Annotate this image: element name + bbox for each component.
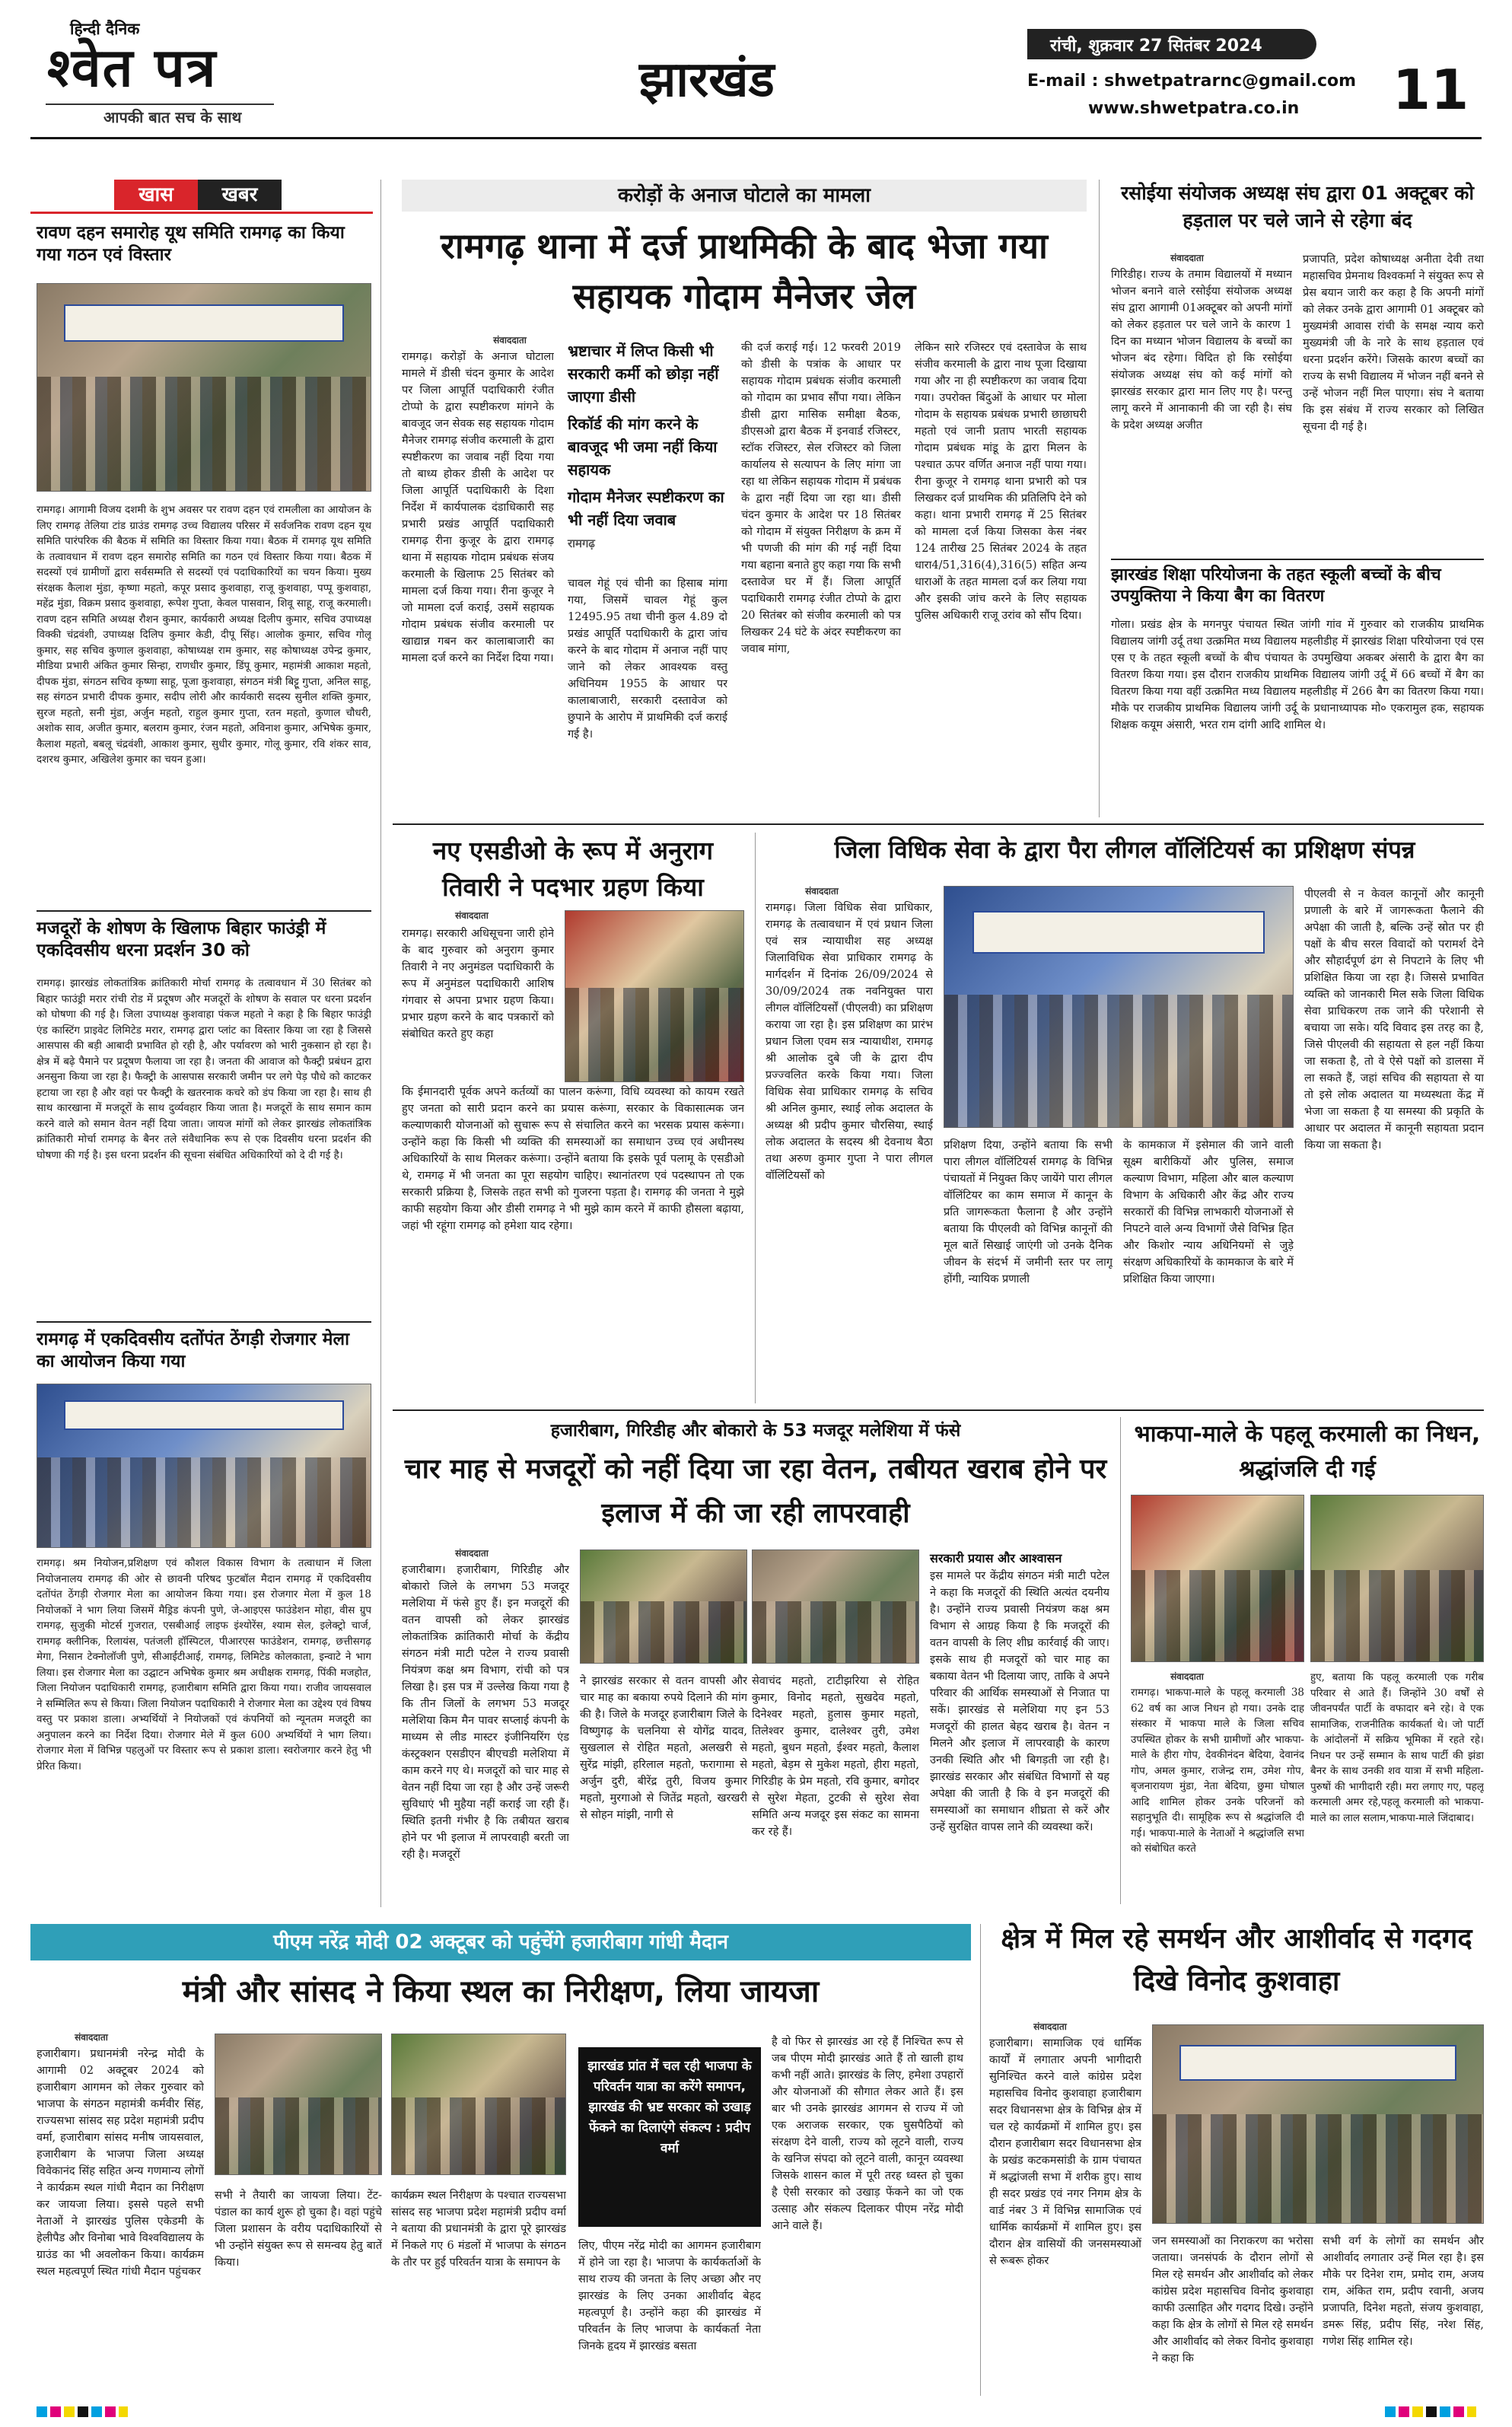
rule — [37, 1321, 371, 1323]
page-number: 11 — [1393, 58, 1469, 122]
inspect-photo-2 — [391, 2034, 566, 2175]
lead-kicker: करोड़ों के अनाज घोटाले का मामला — [402, 180, 1087, 212]
lead-bullets-box — [568, 339, 727, 562]
cpi-photo-1 — [1131, 1495, 1304, 1662]
newspaper-name: श्वेत पत्र — [47, 37, 218, 99]
email-label: E-mail : — [1027, 72, 1099, 91]
labour-col4-sub: सरकारी प्रयास और आश्वासन — [930, 1551, 1062, 1565]
vinod-headline: क्षेत्र में मिल रहे समर्थन और आशीर्वाद से गदगद दिखे विनोद कुशवाहा — [1001, 1923, 1472, 1997]
inspect-photo-1 — [215, 2034, 382, 2175]
legal-col3: के कामकाज में इसेमाल की जाने वाली सूक्ष्म बारीकियों और पुलिस, समाज कल्याण विभाग, महिला और बाल कल्याण विभाग के अधिकारी और केंद्र और राज्य सरकारों की विभिन्न लाभकारी योजनाओं से निपटने वाले अन्य विभागों जैसे विभिन्न हित और किशोर न्याय अधिनियमों से जुड़े संरक्षण अधिकारियों के कामकाज के बारे में प्रशिक्षित किया जाएगा। — [1123, 1139, 1294, 1285]
labour-col4: इस मामले पर केंद्रीय संगठन मंत्री माटी पटेल ने कहा कि मजदूरों की स्थिति अत्यंत दयनीय है। उन्होंने राज्य प्रवासी नियंत्रण कक्ष श्रम विभाग से आग्रह किया है कि मजदूरों की वतन वापसी के लिए शीघ्र कार्रवाई की जाए। इसके साथ ही मजदूरों को चार माह का बकाया वेतन भी दिलाया जाए, ताकि वे अपने परिवार की आर्थिक समस्याओं से निजात पा सकें। झारखंड से मलेशिया गए इन 53 मजदूरों की हालत बेहद खराब है। वेतन न मिलने और इलाज में लापरवाही के कारण उनकी स्थिति और भी बिगड़ती जा रही है। झारखंड सरकार और संबंधित विभागों से यह अपेक्षा की जाती है कि वे इन मजदूरों की समस्याओं का समाधान शीघ्रता से करें और उन्हें सुरक्षित वापस लाने की व्यवस्था करें। — [930, 1570, 1109, 1833]
rule — [37, 910, 371, 912]
legal-col1: रामगढ़। जिला विधिक सेवा प्राधिकार, रामगढ़ के तत्वावधान में एवं प्रधान जिला एवं सत्र न्यायाधीश सह अध्यक्ष जिलाविधिक सेवा प्राधिकार रामगढ़ के मार्गदर्शन में दिनांक 26/09/2024 से 30/09/2024 तक नवनियुक्त पारा लीगल वॉलिंटियर्सों (पीएलवी) का प्रशिक्षण कराया जा रहा है। इस प्रशिक्षण का प्रारंभ प्रधान जिला एवम सत्र न्यायाधीश, रामगढ़ श्री आलोक दुबे जी के द्वारा दीप प्रज्ज्वलित करके किया गया। जिला विधिक सेवा प्राधिकार रामगढ़ के सचिव श्री अनिल कुमार, स्थाई लोक अदालत के अध्यक्ष श्री प्रदीप कुमार चौरसिया, स्थाई लोक अदालत के सदस्य श्री देवनाथ बैठा तथा अरुण कुमार गुप्ता ने पारा लीगल वॉलिंटियर्सों को — [766, 902, 933, 1182]
story1-photo — [37, 283, 371, 492]
labour-dateline: संवाददाता — [455, 1548, 489, 1559]
column-divider — [1120, 1417, 1121, 1904]
labour-col3: सेवाचंद महतो, टाटीझरिया से रोहित कुमार, विनोद महतो, सुखदेव महतो, दिनेश्वर महतो, हुलास कुमार महतो, तिलेश्वर कुमार, दालेश्वर तुरी, उमेश महतो, बुधन महतो, ईश्वर महतो, कैलाश महतो, बेड़म से मुकेश महतो, हीरा महतो, गिरिडीह के प्रेम महतो, रवि कुमार, बगोदर से सुरेश मेहता, टुटकी से सुरेश सेवा समिति अन्य मजदूर इस संकट का सामना कर रहे हैं। — [752, 1675, 919, 1838]
lead-dateline: संवाददाता — [493, 335, 527, 346]
vinod-photo — [1152, 2024, 1484, 2224]
story3-headline: रामगढ़ में एकदिवसीय दतोंपंत ठेंगड़ी रोजगार मेला का आयोजन किया गया — [37, 1330, 350, 1371]
pm-banner: पीएम नरेंद्र मोदी 02 अक्टूबर को पहुंचेंगे हजारीबाग गांधी मैदान — [30, 1924, 971, 1960]
labour-col2: ने झारखंड सरकार से वतन वापसी और चार माह का बकाया रुपये दिलाने की मांग की है। जिले के मजदूर हजारीबाग जिले के विष्णुगढ़ के चलनिया से योगेंद्र यादव, सुखलाल से रोहित महतो, अलखरी से सुरेंद्र मांझी, हरिलाल महतो, फरागामा से अर्जुन दुरी, बीरेंद्र तुरी, विजय कुमार महतो, मुरगाओ से जितेंद्र महतो, खरखरी से सोहन मांझी, नागी से — [580, 1675, 747, 1821]
date-text: रांची, शुक्रवार 27 सितंबर 2024 — [1050, 37, 1262, 56]
masthead — [0, 0, 1512, 131]
right2-headline: झारखंड शिक्षा परियोजना के तहत स्कूली बच्चों के बीच उपयुक्तिया ने किया बैग का वितरण — [1111, 565, 1441, 606]
column-divider — [755, 833, 756, 1403]
inspect-quote: झारखंड प्रांत में चल रही भाजपा के परिवर्तन यात्रा का करेंगे समापन, झारखंड की भ्रष्ट सरकार को उखाड़ फेंकने का दिलाएंगे संकल्प : प्रदीप वर्मा — [578, 2047, 761, 2227]
registration-marks — [1385, 2406, 1476, 2417]
labour-photo-2 — [752, 1550, 919, 1664]
lead-headline: रामगढ़ थाना में दर्ज प्राथमिकी के बाद भेजा गया सहायक गोदाम मैनेजर जेल — [441, 225, 1048, 317]
sdo-headline: नए एसडीओ के रूप में अनुराग तिवारी ने पदभार ग्रहण किया — [432, 836, 714, 902]
registration-marks-left — [37, 2406, 128, 2417]
email-address[interactable]: shwetpatrarnc@gmail.com — [1104, 72, 1357, 91]
labour-kicker: हजारीबाग, गिरिडीह और बोकारो के 53 मजदूर मलेशिया में फंसे — [550, 1421, 961, 1441]
sdo-dateline: संवाददाता — [455, 910, 489, 921]
tagline: आपकी बात सच के साथ — [103, 108, 242, 126]
vinod-col1: हजारीबाग। सामाजिक एवं धार्मिक कार्यों में लगातार अपनी भागीदारी सुनिश्चित करने वाले कांग्रेस प्रदेश महासचिव विनोद कुशवाहा हजारीबाग सदर विधानसभा क्षेत्र के विभिन्न क्षेत्र में चल रहे कार्यक्रमों में शामिल हुए। इस दौरान हजारीबाग सदर विधानसभा क्षेत्र के प्रखंड कटकमसांडी के ग्राम पंचायत में श्रद्धांजली सभा में शरीक हुए। साथ ही सदर प्रखंड एवं नगर निगम क्षेत्र के वार्ड नंबर 3 में विभिन्न सामाजिक एवं धार्मिक कार्यक्रमों में शामिल हुए। इस दौरान क्षेत्र वासियों की जनसमस्याओं से रूबरू होकर — [989, 2037, 1141, 2267]
column-divider — [1099, 180, 1100, 817]
column-divider — [980, 1924, 981, 2396]
right1-col1: गिरिडीह। राज्य के तमाम विद्यालयों में मध्यान भोजन बनाने वाले रसोईया संयोजक अध्यक्ष संघ द्वारा आगामी 01अक्टूबर को अपनी मांगों को लेकर हड़ताल पर चले जाने के कारण 1 दिन का मध्यान भोजन विद्यालय के बच्चों का भोजन बंद रहेगा। विदित हो कि रसोईया संयोजक अध्यक्ष संघ को कई मांगों को झारखंड सरकार द्वारा मान लिए गए है। परन्तु लागू करने में आनाकानी की जा रही है। संघ के प्रदेश अध्यक्ष अजीत — [1111, 269, 1292, 432]
lead-bullet-place: रामगढ़ — [568, 537, 595, 550]
lead-col3: की दर्ज कराई गई। 12 फरवरी 2019 को डीसी के पत्रांक के आधार पर सहायक गोदाम प्रबंधक संजीव करमाली को गोदाम का प्रभाव सौंपा गया। लेकिन डीसी द्वारा मासिक समीक्षा बैठक, डीएसओ द्वारा बैठक में इनवार्ड रजिस्टर, स्टॉक रजिस्टर, सेल रजिस्टर को जिला कार्यालय से सत्यापन के लिए मांगा जा रहा था लेकिन सहायक गोदाम में प्रबंधक के द्वारा नहीं दिया जा रहा था। डीसी चंदन कुमार के आदेश पर 18 सितंबर को गोदाम में संयुक्त निरीक्षण के क्रम में भी पणजी की मांग की गई नहीं दिया गया बहाना बनाते हुए कहा गया कि सभी दस्तावेज घर में हैं। जिला आपूर्ति पदाधिकारी रामगढ़ रंजीत टोप्पो के द्वारा 20 सितंबर को संजीव करमाली को पत्र लिखकर 24 घंटे के अंदर स्पष्टीकरण का जवाब मांगा, — [741, 342, 901, 655]
lead-bullet-3: गोदाम मैनेजर स्पष्टीकरण का भी नहीं दिया जवाब — [568, 488, 724, 529]
vinod-col2: जन समस्याओं का निराकरण का भरोसा जताया। जनसंपर्क के दौरान लोगों से मिल रहे समर्थन और आशीर्वाद को लेकर कांग्रेस प्रदेश महासचिव विनोद कुशवाहा काफी उत्साहित और गदगद दिखे। उन्होंने कहा कि क्षेत्र के लोगों से मिल रहे समर्थन और आशीर्वाद को लेकर विनोद कुशवाहा ने कहा कि — [1152, 2235, 1313, 2365]
rule — [393, 823, 1484, 825]
cpi-col2: हुए, बताया कि पहलू करमाली एक गरीब परिवार से आते हैं। जिन्होंने 30 वर्षों से जीवनपर्यंत पार्टी के वफादार बने रहे। वे एक सामाजिक, राजनीतिक कार्यकर्ता थे। जो पार्टी के आंदोलनों में सक्रिय भूमिका में रहते रहे। निधन पर उन्हें सम्मान के साथ पार्टी की झंडा बैनर के साथ उनकी शव यात्रा में सभी महिला-पुरुषों की भागीदारी रही। मरा लगाए गए, पहलू करमाली अमर रहे,पहलू करमाली को भाकपा-माले का लाल सलाम,भाकपा-माले जिंदाबाद। — [1310, 1671, 1484, 1824]
legal-col4: पीएलवी से न केवल कानूनों और कानूनी प्रणाली के बारे में जागरूकता फैलाने की अपेक्षा की जाती है, बल्कि उन्हें स्रोत पर ही पक्षों के बीच सरल विवादों को परामर्श देने और सौहार्दपूर्ण ढंग से निपटाने के लिए भी प्रशिक्षित किया जा रहा है। जिससे प्रभावित व्यक्ति को जानकारी मिल सके जिला विधिक सेवा प्राधिकरण तक जाने की परेशानी से बचाया जा सके। यदि विवाद इस तरह का है, जिसे पीएलवी की सहायता से हल नहीं किया जा सकता है, तो वे ऐसे पक्षों को डालसा में ला सकते हैं, जहां सचिव की सहायता से या तो इसे लोक अदालत या मध्यस्थता केंद्र में भेजा जा सकता है या समस्या की प्रकृति के आधार पर अदालत में कानूनी सहायता प्रदान किया जा सकता है। — [1304, 888, 1484, 1151]
labour-photo-1 — [580, 1550, 747, 1664]
khas-rule — [30, 212, 373, 214]
cpi-photo-2 — [1310, 1495, 1484, 1662]
story2-headline: मजदूरों के शोषण के खिलाफ बिहार फाउंड्री में एकदिवसीय धरना प्रदर्शन 30 को — [37, 919, 326, 960]
masthead-prefix: हिन्दी दैनिक — [70, 20, 140, 38]
story1-body: रामगढ़। आगामी विजय दशमी के शुभ अवसर पर रावण दहन एवं रामलीला का आयोजन के लिए रामगढ़ तेलिया टांड ग्राउंड रामगढ़ उच्च विद्यालय परिसर में सर्वजनिक रावण दहन यूथ समिति पारंपरिक की बैठक में समिति का विस्तार किया गया। बैठक में रामगढ़ यूथ समिति के तत्वावधान में रावण दहन समारोह समिति का गठन एवं विस्तार किया गया। बैठक में सदस्यों एवं ग्रामीणों द्वारा सर्वसम्मति से सदस्यों एवं पदाधिकारियों का चयन किया। मुख्य संरक्षक कैलाश मुंडा, कृष्णा महतो, कपूर प्रसाद कुशवाहा, राजू कुशवाहा, पप्पू कुशवाहा, महेंद्र मुंडा, विक्रम प्रसाद कुशवाहा, रूपेश गुप्ता, केवल पासवान, शिवू साहू, राजू करमाली। रावण दहन समिति अध्यक्ष रौशन कुमार, कार्यकारी अध्यक्ष दिलीप कुमार, सचिव उपाध्यक्ष विक्की चंद्रवंशी, उपाध्यक्ष दिलिप कुमार केडी, दीपू सिंह। आलोक कुमार, सचिव गोलू कुमार, सह सचिव कुणाल कुशवाहा, कोषाध्यक्ष राम कुमार, सह कोषाध्यक्ष उपेन्द्र कुमार, मीडिया प्रभारी अंकित कुमार सिन्हा, राणधीर कुमार, डिंपू कुमार, महामंत्री आकाश महतो, दीपक मुंडा, संगठन सचिव कृष्णा साहू, पूजा कुशवाहा, संगठन मंत्री बिट्टू गुप्ता, अनिल साहू, सह संगठन प्रभारी दीपक कुमार, सदीप लोरी और कार्यकारी सदस्य सुनील शक्ति कुमार, सुरज महतो, सनी मुंडा, अर्जुन महतो, राहुल कुमार गुप्ता, रतन महतो, कुणाल चौधरी, अशोक साव, अजीत कुमार, बलराम कुमार, रंजन महतो, अविनाश कुमार, अभिषेक कुमार, कैलाश महतो, बबलू चंद्रवंशी, आकाश कुमार, सुधीर कुमार, गोलू कुमार, रवि शंकर साव, दशरथ कुमार, अखिलेश कुमार का चयन हुआ। — [37, 504, 371, 766]
lead-col1: रामगढ़। करोड़ों के अनाज घोटाला मामले में डीसी चंदन कुमार के आदेश पर जिला आपूर्ति पदाधिकारी रंजीत टोप्पो के द्वारा स्पष्टीकरण मांगने के बावजूद जन सेवक सह सहायक गोदाम मैनेजर रामगढ़ संजीव करमाली के द्वारा स्पष्टीकरण का जवाब नहीं दिया गया तो बाध्य होकर डीसी के आदेश पर जिला आपूर्ति पदाधिकारी के दिशा निर्देश में कार्यपालक दंडाधिकारी सह प्रभारी प्रखंड आपूर्ति पदाधिकारी रामगढ़ रीना कुजूर के द्वारा रामगढ़ थाना में सहायक गोदाम प्रबंधक संजय करमाली के खिलाफ 25 सितंबर को मामला दर्ज किया गया। रीना कुजूर ने जो मामला दर्ज कराई, उसमें सहायक गोदाम प्रबंधक संजीव करमाली पर खाद्यान्न गबन कर कालाबाजारी का मामला दर्ज करने का निर्देश दिया गया। — [402, 351, 554, 664]
vinod-col3: सभी वर्ग के लोगों का समर्थन और आशीर्वाद लगातार उन्हें मिल रहा है। इस मौके पर दिनेश राम, प्रमोद राम, अजय राम, अंकित राम, प्रदीप रवानी, अजय प्रजापति, दिनेश महतो, संजय कुशवाहा, डमरू सिंह, प्रदीप सिंह, नरेश सिंह, गणेश सिंह शामिल रहे। — [1323, 2235, 1484, 2348]
vinod-dateline: संवाददाता — [1033, 2021, 1067, 2032]
inspect-col4: लिए, पीएम नरेंद्र मोदी का आगमन हजारीबाग में होने जा रहा है। भाजपा के कार्यकर्ताओं के साथ राज्य की जनता के लिए अच्छा और नए झारखंड के लिए उनका आशीर्वाद बेहद महत्वपूर्ण है। उन्होंने कहा की झारखंड में परिवर्तन के लिए भाजपा के कार्यकर्ता नेता जिनके हृदय में झारखंड बसता — [578, 2240, 761, 2352]
inspect-col5: है वो फिर से झारखंड आ रहे हैं निश्चित रूप से जब पीएम मोदी झारखंड आते हैं तो खाली हाथ कभी नहीं आते। झारखंड के लिए, हमेशा उपहारों और योजनाओं की सौगात लेकर आते हैं। इस बार भी उनके झारखंड आगमन से राज्य में जो एक अराजक सरकार, एक घुसपैठियों को संरक्षण देने वाली, राज्य को लूटने वाली, राज्य के खनिज संपदा को लूटने वाली, कानून व्यवस्था जिसके शासन काल में पूरी तरह ध्वस्त हो चुका है ऐसी सरकार को उखाड़ फेंकने का जो एक उत्साह और संकल्प दिलाकर पीएम नरेंद्र मोदी आने वाले हैं। — [772, 2036, 963, 2232]
email-line — [1027, 72, 1356, 91]
right1-col2: प्रजापति, प्रदेश कोषाध्यक्ष अनीता देवी तथा महासचिव प्रेमनाथ विश्वकर्मा ने संयुक्त रूप से प्रेस बयान जारी कर कहा है कि अपनी मांगों को लेकर उनके द्वारा आगामी 01 अक्टूबर को मुख्यमंत्री आवास रांची के समक्ष न्याय करो मुख्यमंत्री जी के नारे के साथ हड़ताल एवं धरना प्रदर्शन करेंगे। जिसके कारण बच्चों का राज्य के सभी विद्यालय में भोजन नहीं बनने से उन्हें भोजन नहीं मिल पाएगा। संघ ने बताया कि इस संबंध में राज्य सरकार को लिखित सूचना दी गई है। — [1303, 253, 1484, 433]
cpi-headline: भाकपा-माले के पहलू करमाली का निधन, श्रद्धांजलि दी गई — [1134, 1421, 1481, 1483]
inspect-col3: कार्यक्रम स्थल निरीक्षण के पश्चात राज्यसभा सांसद सह भाजपा प्रदेश महामंत्री प्रदीप वर्मा ने बताया की प्रधानमंत्री के द्वारा पूरे झारखंड में निकले गए 6 मंडलों में भाजपा के संगठन के तौर पर हुई परिवर्तन यात्रा के समापन के — [391, 2190, 566, 2269]
inspect-col2: सभी ने तैयारी का जायजा लिया। टेंट-पंडाल का कार्य शुरू हो चुका है। वहां पहुंचे जिला प्रशासन के वरीय पदाधिकारियों से भी उन्होंने संयुक्त रूप से समन्वय हेतु बातें किया। — [215, 2190, 382, 2269]
right2-body: गोला। प्रखंड क्षेत्र के मगनपुर पंचायत स्थित जांगी गांव में गुरुवार को राजकीय प्राथमिक विद्यालय जांगी उर्दू तथा उत्क्रमित मध्य विद्यालय महलीडीह में झारखंड शिक्षा परियोजना एवं एस एस ए के तहत स्कूली बच्चों के बीच पंचायत के उपमुखिया अकबर अंसारी के द्वारा बैग का वितरण किया गया। इस दौरान राजकीय प्राथमिक विद्यालय जांगी उर्दू में 66 बच्चों में बैग का वितरण किया गया वहीं उत्क्रमित मध्य विद्यालय महलीडीह में 266 बैग का वितरण किया गया। मौके पर राजकीय प्राथमिक विद्यालय जांगी उर्दू के प्रधानाध्यापक मो० एकरामुल हक, सहायक शिक्षक कयूम अंसारी, भरत राम दांगी आदि शामिल थे। — [1111, 619, 1484, 731]
cpi-dateline: संवाददाता — [1170, 1671, 1204, 1682]
lead-col2b: चावल गेहूं एवं चीनी का हिसाब मांगा गया, जिसमें चावल गेहूं कुल 12495.95 तथा चीनी कुल 4.89 दो प्रखंड आपूर्ति पदाधिकारी के द्वारा जांच करने के बाद गोदाम में अनाज नहीं पाए जाने को लेकर आवश्यक वस्तु अधिनियम 1955 के आधार पर कालाबाजारी, सरकारी दस्तावेज को छुपाने के आरोप में प्राथमिकी दर्ज कराई गई है। — [568, 578, 727, 741]
legal-dateline: संवाददाता — [805, 886, 839, 897]
legal-headline: जिला विधिक सेवा के द्वारा पैरा लीगल वॉलिंटियर्स का प्रशिक्षण संपन्न — [834, 836, 1415, 864]
story2-body: रामगढ़। झारखंड लोकतांत्रिक क्रांतिकारी मोर्चा रामगढ़ के तत्वावधान में 30 सितंबर को बिहार फाउंड्री मरार रांची रोड में प्रदूषण और मजदूरों के शोषण के सवाल पर धरना प्रदर्शन को घोषणा की गई है। जिला उपाध्यक्ष कुशवाहा पंकज महतो ने कहा है कि बिहार फाउंड्री एंड कास्टिंग प्राइवेट लिमिटेड मरार, रामगढ़ द्वारा प्लांट का विस्तार किया जा रहा है जिससे आसपास की बड़ी आबादी प्रभावित हो रही है, और पर्यावरण को भारी नुकसान हो रहा है। क्षेत्र में बढ़े पैमाने पर प्रदूषण फैलाया जा रहा है। जनता की आवाज को फैक्ट्री प्रबंधन द्वारा अनसुना किया जा रहा है। फैक्ट्री के आसपास सरकारी जमीन पर लगे पेड़ पौधे को काटकर हटाया जा रहा है और वहां पर फैक्ट्री के खतरनाक कचरे को डंप किया जा रहा है। साथ ही साथ कारखाना में मजदूरों के साथ दुर्व्यवहार किया जाता है। मजदूरों के साथ समान काम करने वाले को समान वेतन नहीं दिया जाता। जायज मांगों को लेकर झारखंड लोकतांत्रिक क्रांतिकारी मोर्चा रामगढ़ के बैनर तले संवैधानिक रूप से एक दिवसीय धरना प्रदर्शन की घोषणा की गई है। इस धरना प्रदर्शन की सूचना संबंधित अधिकारियों को दे दी गई है। — [37, 977, 371, 1161]
khas-word: खास — [114, 180, 198, 210]
story3-photo — [37, 1384, 371, 1548]
story3-body: रामगढ़। श्रम नियोजन,प्रशिक्षण एवं कौशल विकास विभाग के तत्वाधान में जिला नियोजनालय रामगढ़ की ओर से छावनी परिषद फुटबॉल मैदान रामगढ़ में एकदिवसीय दतोंपंत ठेंगड़ी रोजगार मेला का आयोजन किया गया। इस रोजगार मेला में कुल 18 नियोजकों ने भाग लिया जिसमें मैड्रिड कंपनी पुणे, जे-आइएस फाउंडेशन मोहा, वीस ग्रुप रामगढ़, सुजुकी मोटर्स गुजरात, एसबीआई लाइफ इंश्योरेंस, श्याम सेल, इलेक्ट्रो चार्ज, रामगढ़ क्लीनिक, रिलायंस, पतंजली हॉस्पिटल, पीआरएस फाउंडेशन, रामगढ़, छत्तीसगढ़ मेगा, निसान टेक्नोलॉजी पुणे, सीआईटीआई, रामगढ़, लिमिटेड कोलकाता, इन्वाटे ने भाग लिया। इस रोजगार मेला का उद्घाटन अभिषेक कुमार श्रम अधीक्षक रामगढ़, पिंकी मजहोत, जिला नियोजन पदाधिकारी रामगढ़, हजारीबाग समिति द्वारा किया गया। राजीव जायसवाल ने सम्मिलित रूप से किया। जिला नियोजन पदाधिकारी ने रोजगार मेला का उद्देश्य एवं विषय वस्तु पर प्रकाश डाला। अभ्यर्थियों ने नियोजकों एवं कंपनियों को न्यूनतम मजदूरी का अनुपालन करने का निर्देश दिया। रोजगार मेले में कुल 600 अभ्यर्थियों ने भाग लिया। रोजगार मेला में विभिन्न पहलुओं पर विस्तार रूप से प्रकाश डाला। स्वरोजगार करने हेतु भी प्रेरित किया। — [37, 1557, 371, 1772]
dateline-bar — [1027, 29, 1316, 59]
labour-headline: चार माह से मजदूरों को नहीं दिया जा रहा वेतन, तबीयत खराब होने पर इलाज में की जा रही लापरवाही — [404, 1454, 1107, 1529]
khas-khabar-label — [114, 180, 282, 210]
story1-headline: रावण दहन समारोह यूथ समिति रामगढ़ का किया गया गठन एवं विस्तार — [37, 223, 345, 265]
khabar-word: खबर — [198, 180, 282, 210]
lead-bullet-1: भ्रष्टाचार में लिप्त किसी भी सरकारी कर्मी को छोड़ा नहीं जाएगा डीसी — [568, 342, 719, 406]
sdo-col1: रामगढ़। सरकारी अधिसूचना जारी होने के बाद गुरुवार को अनुराग कुमार तिवारी ने नए अनुमंडल पदाधिकारी के रूप में अनुमंडल पदाधिकारी आशिष गंगवार से अपना प्रभार ग्रहण किया। प्रभार ग्रहण करने के बाद पत्रकारों को संबोधित करते हुए कहा — [402, 928, 554, 1040]
labour-col1: हजारीबाग। हजारीबाग, गिरिडीह और बोकारो जिले के लगभग 53 मजदूर मलेशिया में फंसे हुए हैं। इन मजदूरों की वतन वापसी को लेकर झारखंड लोकतांत्रिक क्रांतिकारी मोर्चा के केंद्रीय संगठन मंत्री माटी पटेल ने राज्य प्रवासी नियंत्रण कक्ष श्रम विभाग, रांची को पत्र लिखा है। इस पत्र में उल्लेख किया गया है कि तीन जिलों के लगभग 53 मजदूर मलेशिया किम मैन पावर सप्लाई कंपनी के माध्यम से लीड मास्टर इंजीनियरिंग एंड कंस्ट्रक्शन एसडीएन बीएचडी मलेशिया में काम करने गए थे। मजदूरों को चार माह से वेतन नहीं दिया जा रहा है और उन्हें जरूरी सुविधाएं भी मुहैया नहीं कराई जा रही हैं। स्थिति इतनी गंभीर है कि तबीयत खराब होने पर भी इलाज में लापरवाही बरती जा रही है। मजदूरों — [402, 1564, 569, 1861]
inspect-headline: मंत्री और सांसद ने किया स्थल का निरीक्षण, लिया जायजा — [182, 1974, 820, 2009]
column-divider — [380, 180, 381, 1907]
sdo-photo — [565, 910, 744, 1082]
website-link[interactable]: www.shwetpatra.co.in — [1088, 99, 1300, 118]
lead-col4: लेकिन सारे रजिस्टर एवं दस्तावेज के साथ संजीव करमाली के द्वारा नाथ पूजा दिखाया गया और ना ही स्पष्टीकरण का जवाब दिया गया। उपरोक्त बिंदुओं के आधार पर मोला गोदाम के सहायक प्रबंधक प्रभारी छाछाघरी महतो एवं जानी प्रताप भारती सहायक गोदाम प्रबंधक मांडू के द्वारा मिलन के पश्चात ऊपर वर्णित अनाज नहीं पाया गया। रीना कुजूर ने रामगढ़ थाना प्रभारी को पत्र लिखकर दर्ज प्राथमिक की प्रतिलिपि देने को कहा। थाना प्रभारी रामगढ़ में 25 सितंबर को मामला दर्ज किया जिसका केस नंबर 124 तारीख 25 सितंबर 2024 के तहत धारा4/51,316(4),316(5) सहित अन्य धाराओं के तहत मामला दर्ज कर लिया गया और इसकी जांच करने के लिए सहायक पुलिस अधिकारी राजू उरांव को सौंप दिया। — [915, 342, 1087, 622]
legal-col2: प्रशिक्षण दिया, उन्होंने बताया कि सभी पारा लीगल वॉलिंटियर्स रामगढ़ के विभिन्न पंचायतों में नियुक्त किए जायेंगे पारा लीगल वॉलिंटियर का काम समाज में कानून के प्रति जागरूकता फैलाना है और उन्होंने बताया कि पीएलवी को विभिन्न कानूनों की मूल बातें सिखाई जाएंगी जो उनके दैनिक जीवन के संदर्भ में जमीनी स्तर पर लागू होंगी, न्यायिक प्रणाली — [944, 1139, 1113, 1285]
rule — [393, 1409, 1484, 1411]
sdo-col2: कि ईमानदारी पूर्वक अपने कर्तव्यों का पालन करूंगा, विधि व्यवस्था को कायम रखते हुए जनता को सारी प्रदान करने का प्रयास करूंगा, सरकार के विकासात्मक जन कल्याणकारी योजनाओं को सुचारू रूप से संचालित करने का भरसक प्रयास करूंगा। उन्होंने कहा कि किसी भी व्यक्ति की समस्याओं का समाधान उच्च एवं अधीनस्थ अधिकारियों के साथ मिलकर करूंगा। उन्होंने बताया कि इसके पूर्व पलामू के एसडीओ थे, रामगढ़ में भी जनता का पूरा सहयोग चाहिए। स्थानांतरण एवं पदस्थापन तो एक सरकारी प्रक्रिया है, जिसके तहत सभी को गुजरना पड़ता है। रामगढ़ की जनता ने मुझे काफी सहयोग किया और डीसी रामगढ़ ने भी मुझे काम करने में काफी हौसला बढ़ाया, जहां भी रहूंगा रामगढ़ को हमेशा याद रहेगा। — [402, 1086, 744, 1232]
section-title: झारखंड — [639, 52, 775, 108]
inspect-dateline: संवाददाता — [75, 2032, 108, 2043]
right1-headline: रसोईया संयोजक अध्यक्ष संघ द्वारा 01 अक्टूबर को हड़ताल पर चले जाने से रहेगा बंद — [1121, 182, 1474, 231]
masthead-underline — [46, 104, 274, 105]
inspect-col1: हजारीबाग। प्रधानमंत्री नरेन्द्र मोदी के आगामी 02 अक्टूबर 2024 को हजारीबाग आगमन को लेकर गुरुवार को भाजपा के संगठन महामंत्री कर्मवीर सिंह, राज्यसभा सांसद सह प्रदेश महामंत्री प्रदीप वर्मा, हजारीबाग सांसद मनीष जायसवाल, हजारीबाग के भाजपा जिला अध्यक्ष विवेकानंद सिंह सहित अन्य गणमान्य लोगों ने कार्यक्रम स्थल गांधी मैदान का निरीक्षण कर जायजा लिया। इससे पहले सभी नेताओं ने झारखंड पुलिस एकेडमी के हेलीपैड और विनोबा भावे विश्वविद्यालय के ग्राउंड का भी अवलोकन किया। कार्यक्रम स्थल महत्वपूर्ण स्थित गांधी मैदान पहुंचकर — [37, 2048, 204, 2278]
cpi-col1: रामगढ़। भाकपा-माले के पहलू करमाली 38 62 वर्ष का आज निधन हो गया। उनके दाह संस्कार में भाकपा माले के जिला सचिव उपस्थित होकर के सभी ग्रामीणों और भाकपा-माले के हीरा गोप, देवकीनंदन बेदिया, देवानंद गोप, अमल कुमार, राजेन्द्र राम, उमेश गोप, बृजनारायण मुंडा, नेता बेदिया, छुमा घोषाल आदि शामिल होकर उनके परिजनों को सहानुभूति दी। सामूहिक रूप से श्रद्धांजलि दी गई। भाकपा-माले के नेताओं ने श्रद्धांजलि सभा को संबोधित करते — [1131, 1686, 1304, 1855]
legal-photo — [944, 886, 1294, 1128]
masthead-rule — [30, 137, 1482, 139]
rule — [1111, 559, 1484, 560]
right1-dateline: संवाददाता — [1170, 253, 1204, 263]
lead-bullet-2: रिकॉर्ड की मांग करने के बावजूद भी जमा नहीं किया सहायक — [568, 415, 718, 479]
